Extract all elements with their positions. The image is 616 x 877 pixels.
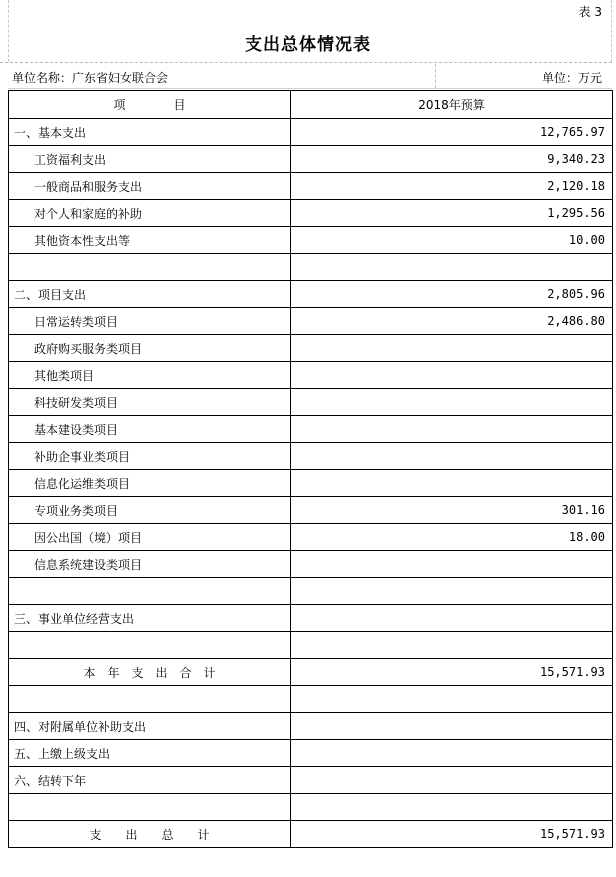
row-label-cell[interactable]: 支 出 总 计	[9, 821, 291, 848]
row-label-cell[interactable]: 三、事业单位经营支出	[9, 605, 291, 632]
row-value-cell[interactable]	[291, 470, 613, 497]
table-row	[9, 551, 613, 578]
table-header-row	[9, 91, 613, 119]
table-row	[9, 362, 613, 389]
row-label-cell[interactable]	[9, 632, 291, 659]
header-budget-cell[interactable]: 2018年预算	[291, 91, 613, 119]
row-label-cell[interactable]: 因公出国（境）项目	[9, 524, 291, 551]
row-label-cell[interactable]: 二、项目支出	[9, 281, 291, 308]
table-row	[9, 794, 613, 821]
row-value-cell[interactable]: 12,765.97	[291, 119, 613, 146]
table-row	[9, 659, 613, 686]
row-value-cell[interactable]: 15,571.93	[291, 821, 613, 848]
table-row	[9, 227, 613, 254]
table-row	[9, 308, 613, 335]
row-value-cell[interactable]	[291, 767, 613, 794]
table-row	[9, 740, 613, 767]
table-row	[9, 686, 613, 713]
row-label-cell[interactable]: 信息系统建设类项目	[9, 551, 291, 578]
row-label-cell[interactable]	[9, 794, 291, 821]
table-row	[9, 524, 613, 551]
row-value-cell[interactable]	[291, 686, 613, 713]
row-value-cell[interactable]: 15,571.93	[291, 659, 613, 686]
row-label-cell[interactable]: 五、上缴上级支出	[9, 740, 291, 767]
table-row	[9, 578, 613, 605]
row-value-cell[interactable]	[291, 794, 613, 821]
row-label-cell[interactable]: 本 年 支 出 合 计	[9, 659, 291, 686]
row-label-cell[interactable]: 科技研发类项目	[9, 389, 291, 416]
row-value-cell[interactable]	[291, 362, 613, 389]
row-value-cell[interactable]: 2,486.80	[291, 308, 613, 335]
row-value-cell[interactable]: 18.00	[291, 524, 613, 551]
page-title: 支出总体情况表	[245, 35, 371, 55]
unit-info-row	[8, 64, 612, 89]
table-row	[9, 146, 613, 173]
unit-row-separator	[435, 64, 436, 88]
row-value-cell[interactable]: 1,295.56	[291, 200, 613, 227]
row-value-cell[interactable]	[291, 578, 613, 605]
table-row	[9, 281, 613, 308]
expenditure-table	[8, 90, 613, 848]
row-value-cell[interactable]	[291, 443, 613, 470]
title-divider	[0, 62, 612, 63]
row-value-cell[interactable]: 2,805.96	[291, 281, 613, 308]
header-item-cell[interactable]: 项 目	[9, 91, 291, 119]
row-value-cell[interactable]: 9,340.23	[291, 146, 613, 173]
row-value-cell[interactable]	[291, 713, 613, 740]
row-value-cell[interactable]	[291, 632, 613, 659]
row-value-cell[interactable]	[291, 551, 613, 578]
table-row	[9, 119, 613, 146]
table-row	[9, 821, 613, 848]
row-label-cell[interactable]: 一、基本支出	[9, 119, 291, 146]
currency-unit-label: 单位：万元	[541, 71, 602, 85]
row-label-cell[interactable]: 日常运转类项目	[9, 308, 291, 335]
row-label-cell[interactable]	[9, 578, 291, 605]
row-value-cell[interactable]	[291, 389, 613, 416]
table-tag: 表 3	[578, 5, 602, 19]
row-value-cell[interactable]: 2,120.18	[291, 173, 613, 200]
table-row	[9, 443, 613, 470]
row-value-cell[interactable]	[291, 605, 613, 632]
row-label-cell[interactable]: 基本建设类项目	[9, 416, 291, 443]
row-label-cell[interactable]: 其他类项目	[9, 362, 291, 389]
table-row	[9, 632, 613, 659]
row-label-cell[interactable]: 补助企事业类项目	[9, 443, 291, 470]
table-row	[9, 416, 613, 443]
table-row	[9, 497, 613, 524]
row-value-cell[interactable]: 10.00	[291, 227, 613, 254]
table-row	[9, 605, 613, 632]
row-label-cell[interactable]: 一般商品和服务支出	[9, 173, 291, 200]
row-value-cell[interactable]	[291, 740, 613, 767]
table-row	[9, 335, 613, 362]
table-row	[9, 254, 613, 281]
table-row	[9, 767, 613, 794]
org-name-label: 单位名称：广东省妇女联合会	[12, 71, 169, 85]
row-value-cell[interactable]	[291, 416, 613, 443]
row-value-cell[interactable]	[291, 254, 613, 281]
row-label-cell[interactable]: 四、对附属单位补助支出	[9, 713, 291, 740]
row-label-cell[interactable]: 六、结转下年	[9, 767, 291, 794]
row-label-cell[interactable]: 专项业务类项目	[9, 497, 291, 524]
table-row	[9, 173, 613, 200]
row-label-cell[interactable]	[9, 254, 291, 281]
row-label-cell[interactable]: 工资福利支出	[9, 146, 291, 173]
row-value-cell[interactable]: 301.16	[291, 497, 613, 524]
table-row	[9, 389, 613, 416]
row-label-cell[interactable]	[9, 686, 291, 713]
table-row	[9, 470, 613, 497]
row-value-cell[interactable]	[291, 335, 613, 362]
table-row	[9, 713, 613, 740]
row-label-cell[interactable]: 信息化运维类项目	[9, 470, 291, 497]
table-row	[9, 200, 613, 227]
row-label-cell[interactable]: 政府购买服务类项目	[9, 335, 291, 362]
row-label-cell[interactable]: 对个人和家庭的补助	[9, 200, 291, 227]
row-label-cell[interactable]: 其他资本性支出等	[9, 227, 291, 254]
